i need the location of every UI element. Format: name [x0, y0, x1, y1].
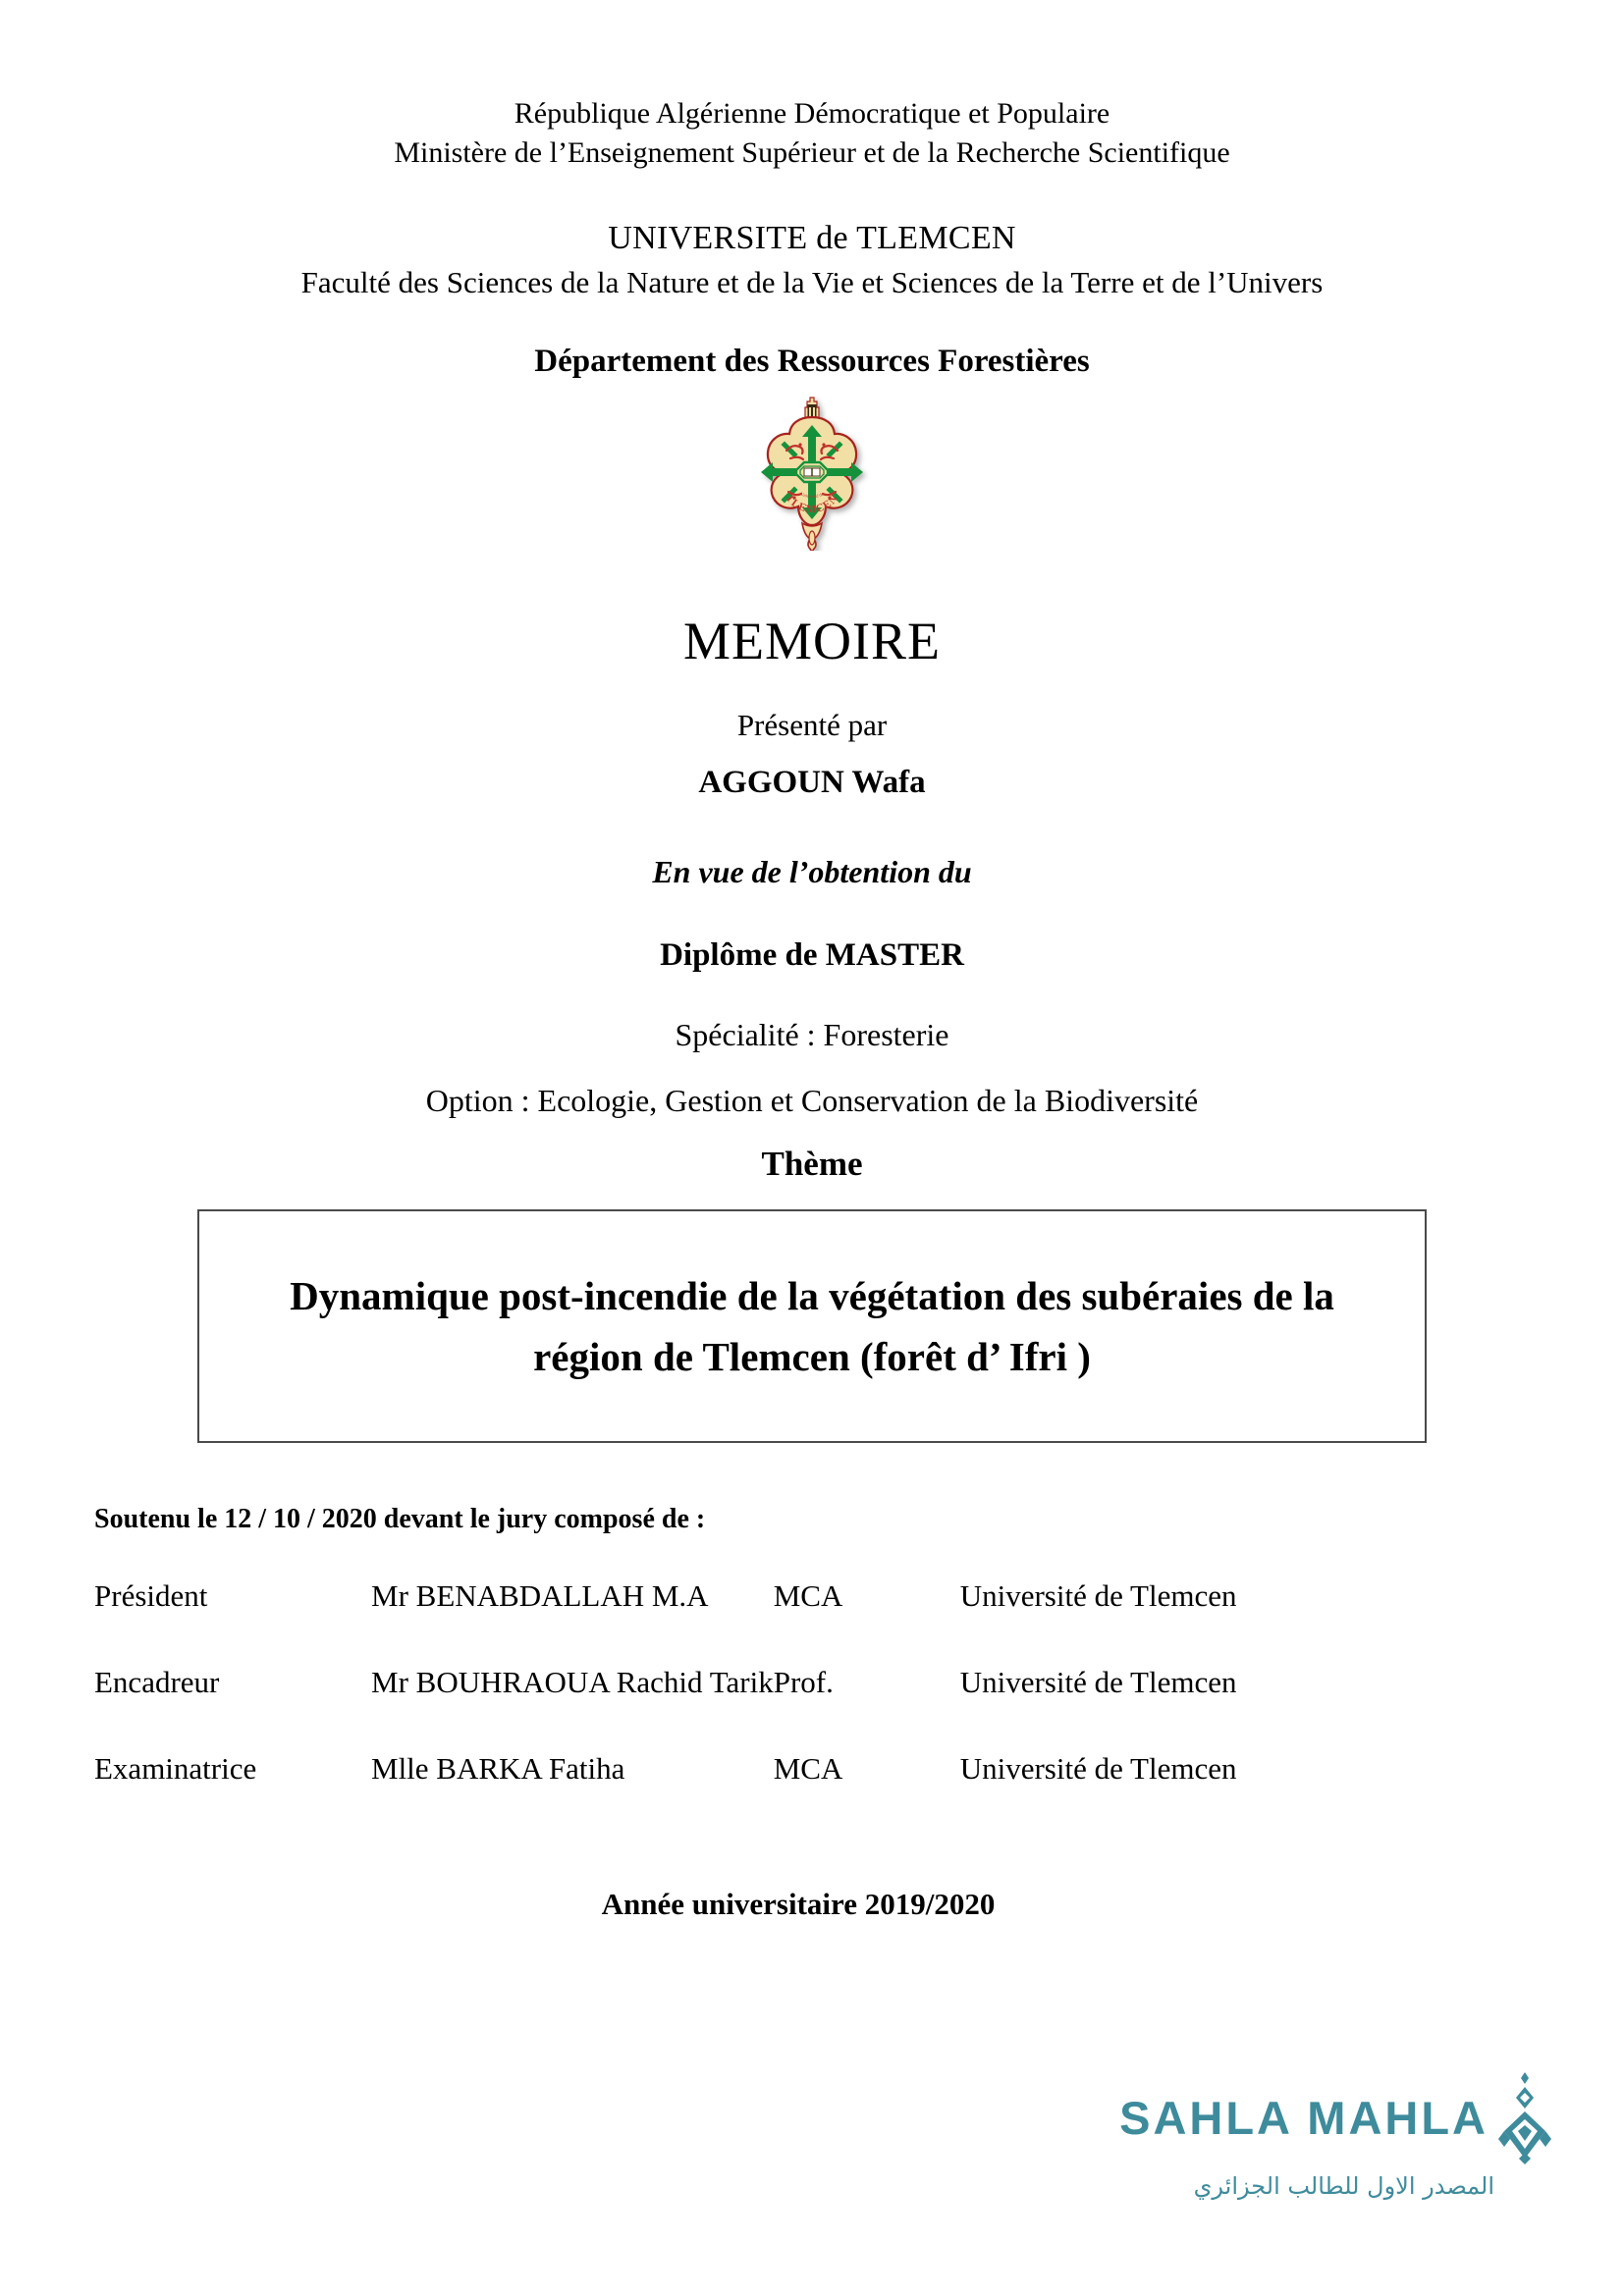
jury-grade: Prof. — [773, 1665, 834, 1699]
jury-role: Examinatrice — [94, 1751, 257, 1786]
watermark-brand: SAHLA MAHLA — [1119, 2091, 1489, 2144]
jury-institution: Université de Tlemcen — [959, 1665, 1237, 1699]
sahla-mahla-watermark — [1119, 2070, 1555, 2200]
republic-line: République Algérienne Démocratique et Populaire — [514, 97, 1110, 130]
department-name: Département des Ressources Forestières — [534, 344, 1090, 379]
in-view-of-label: En vue de l’obtention du — [652, 854, 972, 889]
svg-text:Université de: Université de — [799, 491, 825, 500]
university-name: UNIVERSITE de TLEMCEN — [608, 220, 1016, 256]
jury-table — [94, 1578, 1274, 1838]
document-type-heading: MEMOIRE — [683, 612, 941, 670]
degree-name: Diplôme de MASTER — [660, 937, 964, 973]
table-row — [94, 1751, 1274, 1838]
jury-institution: Université de Tlemcen — [959, 1751, 1237, 1786]
jury-institution: Université de Tlemcen — [959, 1578, 1237, 1613]
ministry-line: Ministère de l’Enseignement Supérieur et de la Recherche Scientifique — [394, 136, 1230, 169]
ornament-diamond-icon — [1494, 2070, 1555, 2164]
jury-role: Encadreur — [94, 1665, 220, 1699]
jury-member-name: Mr BENABDALLAH M.A — [371, 1578, 709, 1613]
jury-member-name: Mlle BARKA Fatiha — [371, 1751, 625, 1786]
university-seal-icon — [724, 394, 900, 551]
university-emblem — [724, 394, 900, 551]
table-row — [94, 1665, 1274, 1751]
jury-grade: MCA — [773, 1578, 843, 1613]
svg-text:TLEMCEN: TLEMCEN — [783, 492, 841, 515]
jury-member-name: Mr BOUHRAOUA Rachid Tarik — [371, 1665, 774, 1699]
theme-label: Thème — [761, 1145, 863, 1183]
thesis-title-box — [197, 1209, 1427, 1443]
table-row — [94, 1578, 1274, 1665]
option-line: Option : Ecologie, Gestion et Conservation de la Biodiversité — [425, 1083, 1199, 1118]
presented-by-label: Présenté par — [736, 708, 888, 742]
jury-grade: MCA — [773, 1751, 843, 1786]
author-name: AGGOUN Wafa — [698, 765, 926, 800]
jury-role: Président — [94, 1578, 208, 1613]
speciality-line: Spécialité : Foresterie — [675, 1017, 949, 1052]
thesis-title: Dynamique post-incendie de la végétation des subéraies de la région de Tlemcen (forêt d’ Ifri ) — [290, 1273, 1334, 1379]
jury-intro-line: Soutenu le 12 / 10 / 2020 devant le jury composé de : — [94, 1504, 706, 1534]
academic-year: Année universitaire 2019/2020 — [601, 1887, 996, 1921]
watermark-tagline: المصدر الاول للطالب الجزائري — [1193, 2172, 1494, 2200]
faculty-name: Faculté des Sciences de la Nature et de la Vie et Sciences de la Terre et de l’Univers — [300, 265, 1324, 299]
